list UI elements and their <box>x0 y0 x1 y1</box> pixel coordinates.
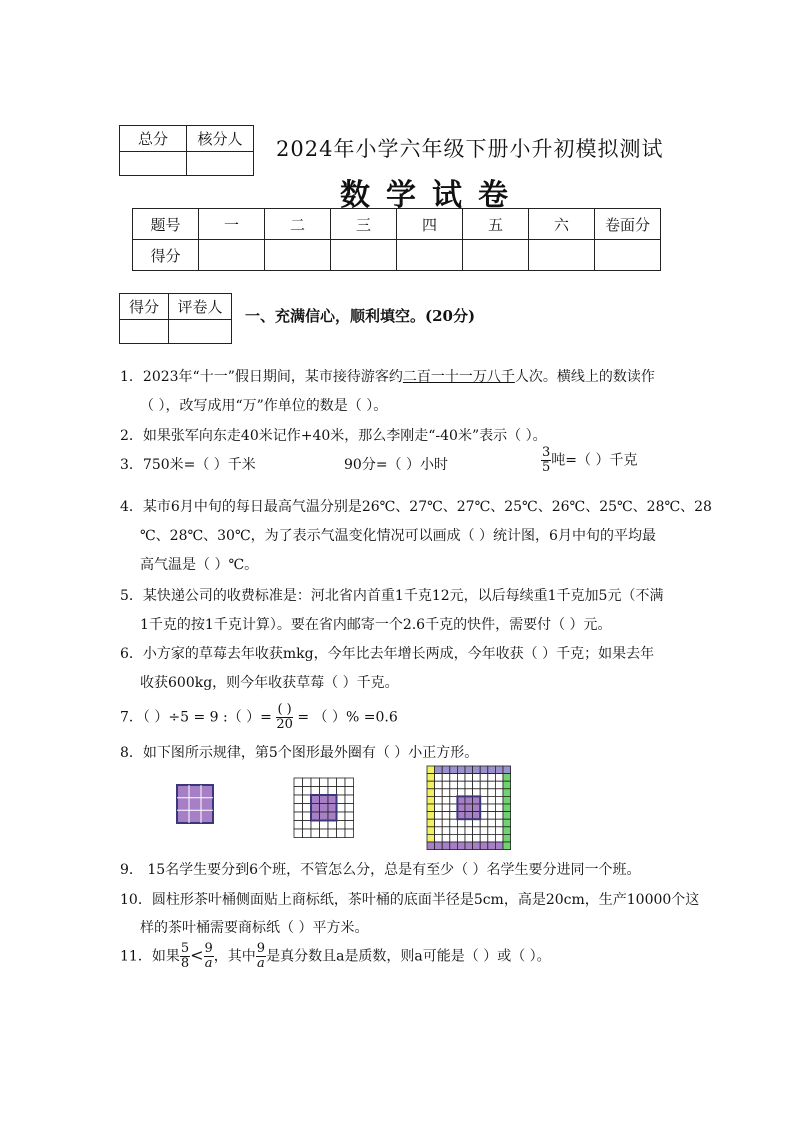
grid-square <box>427 842 435 850</box>
grid-square <box>473 834 481 842</box>
grid-square <box>427 804 435 812</box>
question-6-line-1: 6．小方家的草莓去年收获mkg，今年比去年增长两成，今年收获（ ）千克；如果去年 <box>120 646 655 662</box>
grid-square <box>488 804 496 812</box>
grid-square <box>473 819 481 827</box>
grid-square <box>320 795 329 804</box>
grid-square <box>465 804 473 812</box>
score-row-label: 得分 <box>133 240 199 271</box>
score-table-header: 题号 <box>133 209 199 240</box>
question-11 <box>120 942 551 971</box>
grid-square <box>345 787 354 796</box>
grid-square <box>488 789 496 797</box>
grid-square <box>495 834 503 842</box>
grid-square <box>427 774 435 782</box>
question-3-part-b: 90分=（ ）小时 <box>344 457 448 473</box>
grid-square <box>480 812 488 820</box>
grid-square <box>345 778 354 787</box>
grid-square <box>450 842 458 850</box>
grid-square <box>427 781 435 789</box>
fraction <box>180 942 190 971</box>
q11-text: 11．如果 <box>120 948 180 965</box>
grid-square <box>457 781 465 789</box>
grid-square <box>435 766 443 774</box>
grid-square <box>345 821 354 830</box>
grid-square <box>488 781 496 789</box>
score-table-header: 三 <box>331 209 397 240</box>
grid-square <box>480 789 488 797</box>
score-cell[interactable] <box>331 240 397 271</box>
grid-square <box>311 812 320 821</box>
grid-square <box>450 766 458 774</box>
grid-square <box>457 774 465 782</box>
less-than-sign: < <box>190 945 204 965</box>
score-table-header: 二 <box>265 209 331 240</box>
grid-square <box>303 829 312 838</box>
grid-square <box>303 795 312 804</box>
grid-square <box>473 804 481 812</box>
grid-square <box>442 796 450 804</box>
grid-square <box>450 789 458 797</box>
score-cell[interactable] <box>595 240 661 271</box>
question-5-line-2: 1千克的按1千克计算）。要在省内邮寄一个2.6千克的快件，需要付（ ）元。 <box>140 617 612 633</box>
grid-square <box>450 812 458 820</box>
grid-square <box>503 827 511 835</box>
grid-square <box>495 789 503 797</box>
grid-square <box>488 812 496 820</box>
grid-square <box>337 829 346 838</box>
grid-square <box>473 789 481 797</box>
grid-square <box>473 781 481 789</box>
grid-square <box>435 804 443 812</box>
grid-square <box>294 812 303 821</box>
grid-square <box>488 774 496 782</box>
grid-square <box>488 827 496 835</box>
grid-square <box>442 812 450 820</box>
grid-square <box>450 781 458 789</box>
grid-square <box>328 795 337 804</box>
grid-square <box>457 842 465 850</box>
grid-square <box>337 812 346 821</box>
grid-square <box>480 842 488 850</box>
fraction <box>256 942 266 971</box>
grid-square <box>503 781 511 789</box>
denominator: a <box>204 956 213 971</box>
grid-square <box>465 781 473 789</box>
grid-square <box>495 827 503 835</box>
grid-square <box>442 842 450 850</box>
grid-square <box>457 834 465 842</box>
grid-square <box>320 812 329 821</box>
grid-square <box>495 766 503 774</box>
grid-square <box>442 819 450 827</box>
question-7 <box>120 703 398 732</box>
grid-square <box>345 804 354 813</box>
grid-square <box>311 821 320 830</box>
score-table-header: 五 <box>463 209 529 240</box>
grid-square <box>465 789 473 797</box>
grid-square <box>488 842 496 850</box>
grid-square <box>328 804 337 813</box>
grader-score-cell[interactable] <box>120 320 169 344</box>
grid-square <box>320 778 329 787</box>
exam-title: 2024年小学六年级下册小升初模拟测试 <box>276 137 664 161</box>
grid-square <box>465 812 473 820</box>
question-8: 8．如下图所示规律，第5个图形最外圈有（ ）小正方形。 <box>120 745 479 761</box>
grid-square <box>435 834 443 842</box>
denominator: a <box>257 956 265 971</box>
question-1-line-1 <box>120 368 655 386</box>
question-1-line-2: （ ），改写成用“万”作单位的数是（ ）。 <box>140 398 388 414</box>
grid-square <box>442 789 450 797</box>
grid-square <box>320 829 329 838</box>
grid-square <box>442 827 450 835</box>
grid-square <box>495 774 503 782</box>
grid-square <box>320 787 329 796</box>
grid-square <box>488 796 496 804</box>
grid-square <box>311 829 320 838</box>
grid-square <box>320 804 329 813</box>
grid-square <box>427 834 435 842</box>
grid-square <box>345 812 354 821</box>
grid-square <box>311 804 320 813</box>
grid-square <box>503 834 511 842</box>
grid-square <box>294 829 303 838</box>
grid-square <box>457 804 465 812</box>
grid-square <box>427 819 435 827</box>
grid-square <box>488 819 496 827</box>
grader-label: 评卷人 <box>169 294 232 320</box>
grid-square <box>345 795 354 804</box>
grid-square <box>465 834 473 842</box>
grid-square <box>450 774 458 782</box>
grid-square <box>435 812 443 820</box>
grid-square <box>465 774 473 782</box>
grid-square <box>503 842 511 850</box>
grid-square <box>294 787 303 796</box>
question-4-line-2: ℃、28℃、30℃，为了表示气温变化情况可以画成（ ）统计图，6月中旬的平均最 <box>140 528 656 544</box>
q11-text-end: 是真分数且a是质数，则a可能是（ ）或（ ）。 <box>266 948 551 965</box>
grid-square <box>503 819 511 827</box>
pattern-figure-3 <box>426 765 512 851</box>
q7-text-end: = （ ）% =0.6 <box>297 709 398 726</box>
grid-square <box>495 804 503 812</box>
grid-square <box>480 827 488 835</box>
grid-square <box>480 774 488 782</box>
grid-square <box>435 827 443 835</box>
grid-square <box>294 804 303 813</box>
grid-square <box>503 812 511 820</box>
grid-square <box>480 804 488 812</box>
numerator: 9 <box>256 941 266 956</box>
grid-square <box>435 842 443 850</box>
question-6-line-2: 收获600kg，则今年收获草莓（ ）千克。 <box>140 675 399 691</box>
q7-text: 7．（ ）÷5 = 9 :（ ）= <box>120 709 272 726</box>
total-score-cell[interactable] <box>120 152 187 176</box>
checker-label: 核分人 <box>187 126 254 152</box>
grid-square <box>457 796 465 804</box>
grid-square <box>303 821 312 830</box>
grid-square <box>495 796 503 804</box>
question-9: 9． 15名学生要分到6个班，不管怎么分，总是有至少（ ）名学生要分进同一个班。 <box>120 862 641 878</box>
q3-unit-text: 吨=（ ）千克 <box>551 452 638 469</box>
checker-cell[interactable] <box>187 152 254 176</box>
question-4-line-3: 高气温是（ ）℃。 <box>140 557 259 573</box>
grid-square <box>442 766 450 774</box>
grader-cell[interactable] <box>169 320 232 344</box>
q1-text: 1．2023年“十一”假日期间，某市接待游客约 <box>120 369 403 385</box>
grid-square <box>450 827 458 835</box>
q11-text-mid: ，其中 <box>213 948 256 965</box>
grid-square <box>337 778 346 787</box>
denominator: 8 <box>180 956 190 971</box>
grid-square <box>503 789 511 797</box>
grid-square <box>435 819 443 827</box>
numerator: 3 <box>542 445 551 460</box>
numerator: ( ) <box>277 702 292 717</box>
grid-square <box>457 766 465 774</box>
grid-square <box>480 766 488 774</box>
grid-square <box>442 774 450 782</box>
grid-square <box>495 781 503 789</box>
score-cell[interactable] <box>463 240 529 271</box>
grid-square <box>320 821 329 830</box>
grid-square <box>294 821 303 830</box>
exam-subtitle: 数学试卷 <box>340 178 524 213</box>
grid-square <box>480 796 488 804</box>
grid-square <box>488 766 496 774</box>
question-3-part-a: 3．750米=（ ）千米 <box>120 457 256 473</box>
grid-square <box>473 812 481 820</box>
score-table <box>132 208 661 271</box>
grid-square <box>328 829 337 838</box>
fraction <box>541 446 551 475</box>
score-cell[interactable] <box>265 240 331 271</box>
question-4-line-1: 4．某市6月中旬的每日最高气温分别是26℃、27℃、27℃、25℃、26℃、25℃、28℃、28 <box>120 499 712 515</box>
grid-square <box>457 819 465 827</box>
grid-square <box>328 787 337 796</box>
grid-square <box>303 778 312 787</box>
question-10-line-1: 10．圆柱形茶叶桶侧面贴上商标纸，茶叶桶的底面半径是5cm，高是20cm，生产10000个这 <box>120 892 700 908</box>
total-score-label: 总分 <box>120 126 187 152</box>
pattern-figure-2 <box>293 777 355 839</box>
q1-underlined-number: 二百一十一万八千 <box>402 369 515 385</box>
pattern-figure-1 <box>176 784 216 826</box>
grid-square <box>427 796 435 804</box>
grid-square <box>503 804 511 812</box>
grid-square <box>495 812 503 820</box>
grid-square <box>465 796 473 804</box>
grid-square <box>427 789 435 797</box>
grid-square <box>457 789 465 797</box>
score-cell[interactable] <box>199 240 265 271</box>
grid-square <box>294 778 303 787</box>
grid-square <box>495 842 503 850</box>
grid-square <box>337 795 346 804</box>
grid-square <box>303 804 312 813</box>
score-table-header: 六 <box>529 209 595 240</box>
fraction <box>204 942 214 971</box>
grid-square <box>503 796 511 804</box>
question-2: 2．如果张军向东走40米记作+40米，那么李刚走“-40米”表示（ ）。 <box>120 428 547 444</box>
grid-square <box>465 766 473 774</box>
grid-square <box>465 827 473 835</box>
grid-square <box>427 766 435 774</box>
grid-square <box>488 834 496 842</box>
q1-text-end: 人次。横线上的数读作 <box>514 369 655 385</box>
grader-score-label: 得分 <box>120 294 169 320</box>
grader-box <box>119 293 232 344</box>
grid-square <box>345 829 354 838</box>
score-table-header: 卷面分 <box>595 209 661 240</box>
grid-square <box>435 781 443 789</box>
grid-square <box>450 804 458 812</box>
grid-square <box>303 812 312 821</box>
grid-square <box>328 778 337 787</box>
grid-square <box>450 819 458 827</box>
score-table-header: 一 <box>199 209 265 240</box>
grid-square <box>450 796 458 804</box>
grid-square <box>337 821 346 830</box>
grid-square <box>328 812 337 821</box>
numerator: 5 <box>180 941 190 956</box>
grid-square <box>311 795 320 804</box>
question-5-line-1: 5．某快递公司的收费标准是：河北省内首重1千克12元，以后每续重1千克加5元（不满 <box>120 588 664 604</box>
question-3-part-c <box>541 446 637 475</box>
grid-square <box>311 778 320 787</box>
grid-square <box>442 834 450 842</box>
grid-square <box>442 804 450 812</box>
grid-square <box>465 842 473 850</box>
grid-square <box>303 787 312 796</box>
grid-square <box>435 774 443 782</box>
denominator: 5 <box>542 460 551 475</box>
grid-square <box>435 796 443 804</box>
grid-square <box>450 834 458 842</box>
grid-square <box>328 821 337 830</box>
numerator: 9 <box>204 941 213 956</box>
fraction <box>276 703 293 732</box>
score-table-header: 四 <box>397 209 463 240</box>
grid-square <box>495 819 503 827</box>
grid-square <box>337 804 346 813</box>
score-cell[interactable] <box>529 240 595 271</box>
denominator: 20 <box>276 717 293 732</box>
grid-square <box>503 766 511 774</box>
total-score-box <box>119 125 254 176</box>
grid-square <box>473 796 481 804</box>
section-heading: 一、充满信心，顺利填空。(20分) <box>245 307 476 325</box>
question-10-line-2: 样的茶叶桶需要商标纸（ ）平方米。 <box>140 920 369 936</box>
grid-square <box>473 774 481 782</box>
grid-square <box>435 789 443 797</box>
grid-square <box>311 787 320 796</box>
grid-square <box>337 787 346 796</box>
grid-square <box>473 842 481 850</box>
grid-square <box>473 766 481 774</box>
grid-square <box>465 819 473 827</box>
grid-square <box>457 827 465 835</box>
grid-square <box>427 812 435 820</box>
grid-square <box>480 781 488 789</box>
grid-square <box>480 819 488 827</box>
grid-square <box>473 827 481 835</box>
grid-square <box>457 812 465 820</box>
score-cell[interactable] <box>397 240 463 271</box>
grid-square <box>480 834 488 842</box>
grid-square <box>442 781 450 789</box>
grid-square <box>427 827 435 835</box>
grid-square <box>503 774 511 782</box>
grid-square <box>294 795 303 804</box>
